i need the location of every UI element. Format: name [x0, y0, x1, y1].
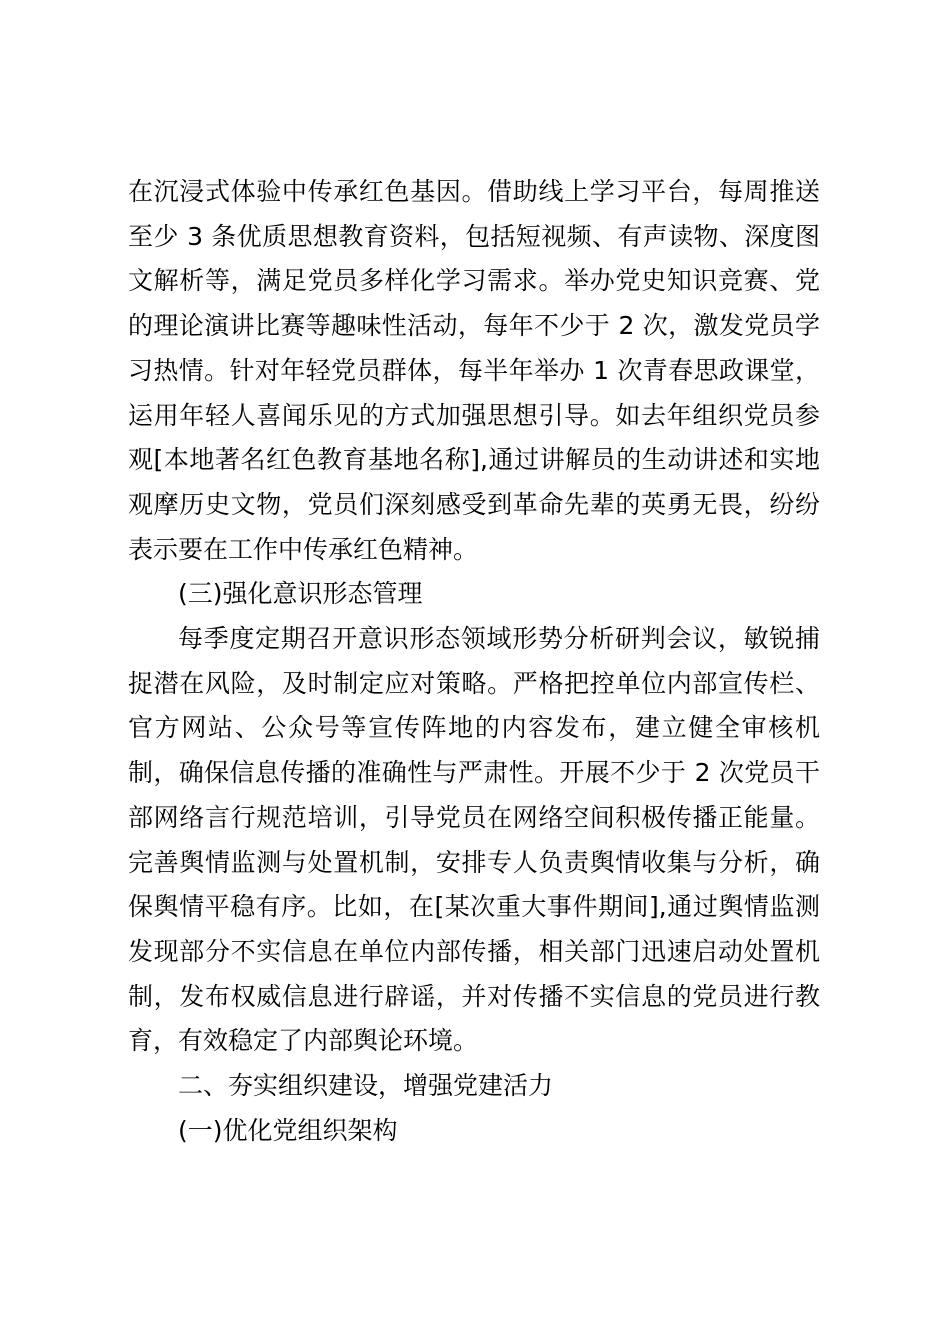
- text-line: 每季度定期召开意识形态领域形势分析研判会议，敏锐捕: [178, 624, 820, 654]
- text-line: 部网络言行规范培训，引导党员在网络空间积极传播正能量。: [128, 802, 820, 832]
- text-line: 运用年轻人喜闻乐见的方式加强思想引导。如去年组织党员参: [128, 400, 820, 430]
- section-heading-organization: 二、夯实组织建设，增强党建活力: [178, 1071, 554, 1101]
- subheading-ideology-management: (三)强化意识形态管理: [178, 579, 423, 609]
- text-line: 观[本地著名红色教育基地名称],通过讲解员的生动讲述和实地: [128, 445, 820, 475]
- text-line: 发现部分不实信息在单位内部传播，相关部门迅速启动处置机: [128, 936, 820, 966]
- text-line: 制，发布权威信息进行辟谣，并对传播不实信息的党员进行教: [128, 981, 820, 1011]
- text-line: 官方网站、公众号等宣传阵地的内容发布，建立健全审核机: [128, 713, 820, 743]
- paragraph-red-gene: [128, 170, 820, 572]
- document-body: [128, 170, 820, 1153]
- text-line: 在沉浸式体验中传承红色基因。借助线上学习平台，每周推送: [128, 177, 820, 206]
- subheading-optimize-structure: (一)优化党组织架构: [178, 1115, 398, 1145]
- text-line: 的理论演讲比赛等趣味性活动，每年不少于 2 次，激发党员学: [128, 311, 820, 341]
- text-line: 表示要在工作中传承红色精神。: [128, 534, 479, 564]
- text-line: 保舆情平稳有序。比如，在[某次重大事件期间],通过舆情监测: [128, 892, 820, 922]
- text-line: 制，确保信息传播的准确性与严肃性。开展不少于 2 次党员干: [128, 758, 820, 788]
- paragraph-ideology: [128, 617, 820, 1064]
- text-line: 育，有效稳定了内部舆论环境。: [128, 1026, 479, 1056]
- text-line: 至少 3 条优质思想教育资料，包括短视频、有声读物、深度图: [128, 221, 820, 251]
- text-line: 完善舆情监测与处置机制，安排专人负责舆情收集与分析，确: [128, 847, 820, 877]
- text-line: 习热情。针对年轻党员群体，每半年举办 1 次青春思政课堂，: [128, 355, 820, 385]
- text-line: 观摩历史文物，党员们深刻感受到革命先辈的英勇无畏，纷纷: [128, 489, 820, 519]
- text-line: 捉潜在风险，及时制定应对策略。严格把控单位内部宣传栏、: [128, 668, 820, 698]
- text-line: 文解析等，满足党员多样化学习需求。举办党史知识竞赛、党: [128, 266, 820, 296]
